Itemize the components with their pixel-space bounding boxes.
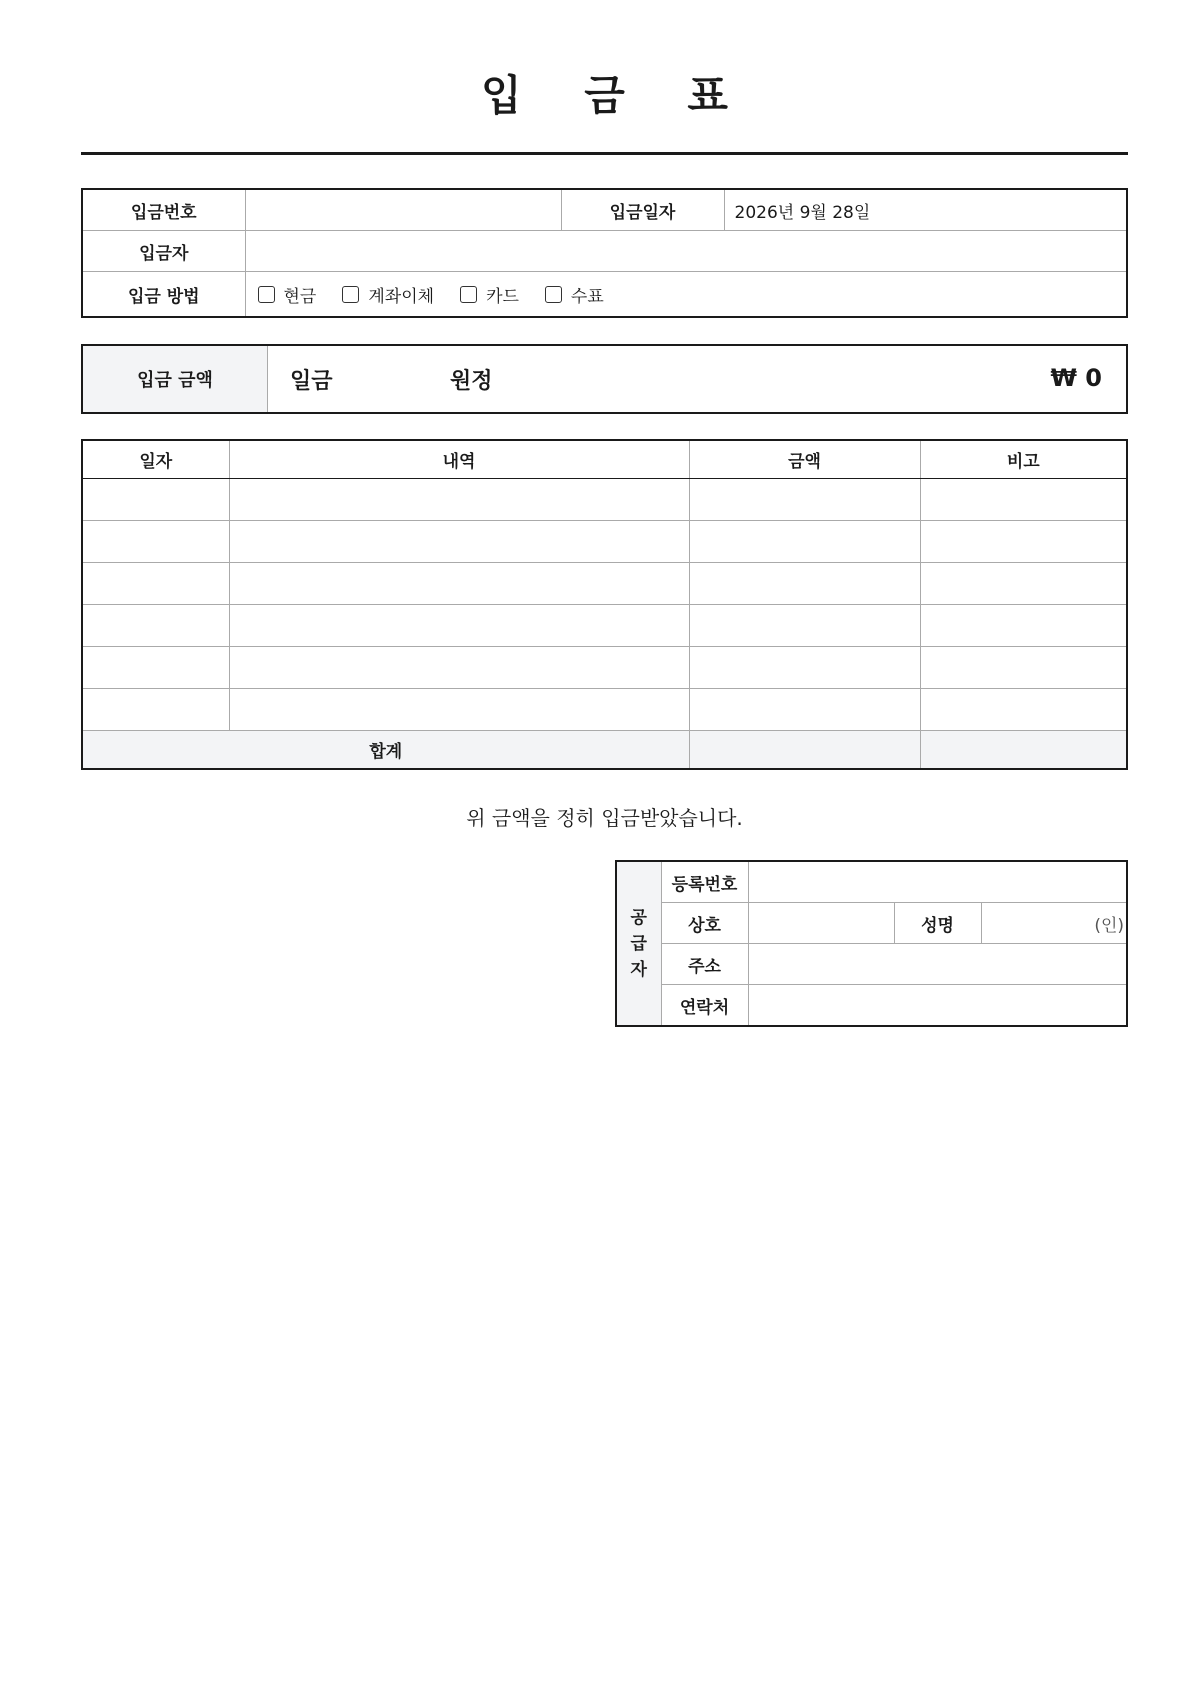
method-option-label: 수표 [570, 286, 604, 307]
sum-note-cell[interactable] [920, 731, 1127, 770]
table-cell-date[interactable] [82, 689, 229, 731]
supplier-side-label [616, 861, 661, 1026]
table-cell-description[interactable] [229, 647, 689, 689]
table-cell-amount[interactable] [689, 689, 920, 731]
supplier-side-char: 급 [630, 933, 647, 954]
contact-field[interactable] [748, 985, 1127, 1027]
title-divider [81, 152, 1128, 155]
column-header-amount: 금액 [689, 440, 920, 479]
table-cell-amount[interactable] [689, 563, 920, 605]
deposit-method-options [245, 272, 1127, 318]
table-cell-date[interactable] [82, 563, 229, 605]
method-option-label: 카드 [486, 286, 519, 307]
table-cell-date[interactable] [82, 605, 229, 647]
deposit-amount-field[interactable] [268, 346, 1126, 412]
table-row [82, 479, 1127, 521]
column-header-date: 일자 [82, 440, 229, 479]
representative-seal-field[interactable] [981, 903, 1127, 944]
seal-mark: (인) [1094, 915, 1124, 936]
table-row [82, 605, 1127, 647]
confirmation-text: 위 금액을 정히 입금받았습니다. [466, 806, 743, 830]
table-row [82, 563, 1127, 605]
supplier-side-char: 공 [630, 907, 647, 928]
sum-row [82, 731, 1127, 770]
supplier-table [615, 860, 1128, 1027]
table-row [82, 647, 1127, 689]
page-title: 입 금 표 [481, 71, 752, 120]
deposit-date-field[interactable]: 2026년 9월 28일 [724, 189, 1127, 231]
deposit-info-table [81, 188, 1128, 318]
transfer-checkbox[interactable] [342, 286, 359, 303]
method-option-card[interactable] [460, 282, 519, 307]
table-cell-amount[interactable] [689, 647, 920, 689]
deposit-method-label: 입금 방법 [82, 272, 245, 318]
table-cell-note[interactable] [920, 689, 1127, 731]
table-cell-amount[interactable] [689, 521, 920, 563]
table-cell-amount[interactable] [689, 605, 920, 647]
table-cell-description[interactable] [229, 521, 689, 563]
deposit-number-label: 입금번호 [82, 189, 245, 231]
card-checkbox[interactable] [460, 286, 477, 303]
deposit-date-label: 입금일자 [561, 189, 724, 231]
supplier-side-char: 자 [630, 959, 647, 980]
registration-number-field[interactable] [748, 861, 1127, 903]
table-cell-description[interactable] [229, 479, 689, 521]
cash-checkbox[interactable] [258, 286, 275, 303]
table-cell-description[interactable] [229, 563, 689, 605]
table-cell-note[interactable] [920, 479, 1127, 521]
amount-total: ₩ 0 [1050, 364, 1102, 392]
contact-label: 연락처 [661, 985, 748, 1027]
representative-name-label: 성명 [894, 903, 981, 944]
method-option-label: 계좌이체 [368, 286, 435, 307]
amount-prefix: 일금 [290, 369, 333, 394]
table-cell-date[interactable] [82, 647, 229, 689]
column-header-note: 비고 [920, 440, 1127, 479]
method-option-cash[interactable] [258, 282, 317, 307]
table-row [82, 689, 1127, 731]
table-cell-note[interactable] [920, 647, 1127, 689]
method-option-transfer[interactable] [342, 282, 434, 307]
deposit-amount-label: 입금 금액 [83, 346, 268, 412]
amount-suffix: 원정 [450, 369, 493, 394]
company-name-label: 상호 [661, 903, 748, 944]
depositor-field[interactable] [245, 231, 1127, 272]
deposit-amount-box [81, 344, 1128, 414]
column-header-description: 내역 [229, 440, 689, 479]
sum-label: 합계 [82, 731, 689, 770]
check-checkbox[interactable] [545, 286, 562, 303]
depositor-label: 입금자 [82, 231, 245, 272]
method-option-label: 현금 [283, 286, 317, 307]
sum-amount-cell[interactable] [689, 731, 920, 770]
address-field[interactable] [748, 944, 1127, 985]
company-name-field[interactable] [748, 903, 894, 944]
table-cell-note[interactable] [920, 563, 1127, 605]
table-cell-description[interactable] [229, 605, 689, 647]
table-cell-amount[interactable] [689, 479, 920, 521]
table-cell-date[interactable] [82, 521, 229, 563]
deposit-number-field[interactable] [245, 189, 561, 231]
address-label: 주소 [661, 944, 748, 985]
table-cell-note[interactable] [920, 605, 1127, 647]
table-cell-description[interactable] [229, 689, 689, 731]
table-cell-note[interactable] [920, 521, 1127, 563]
table-cell-date[interactable] [82, 479, 229, 521]
table-row [82, 521, 1127, 563]
method-option-check[interactable] [545, 282, 604, 307]
registration-number-label: 등록번호 [661, 861, 748, 903]
items-table [81, 439, 1128, 770]
